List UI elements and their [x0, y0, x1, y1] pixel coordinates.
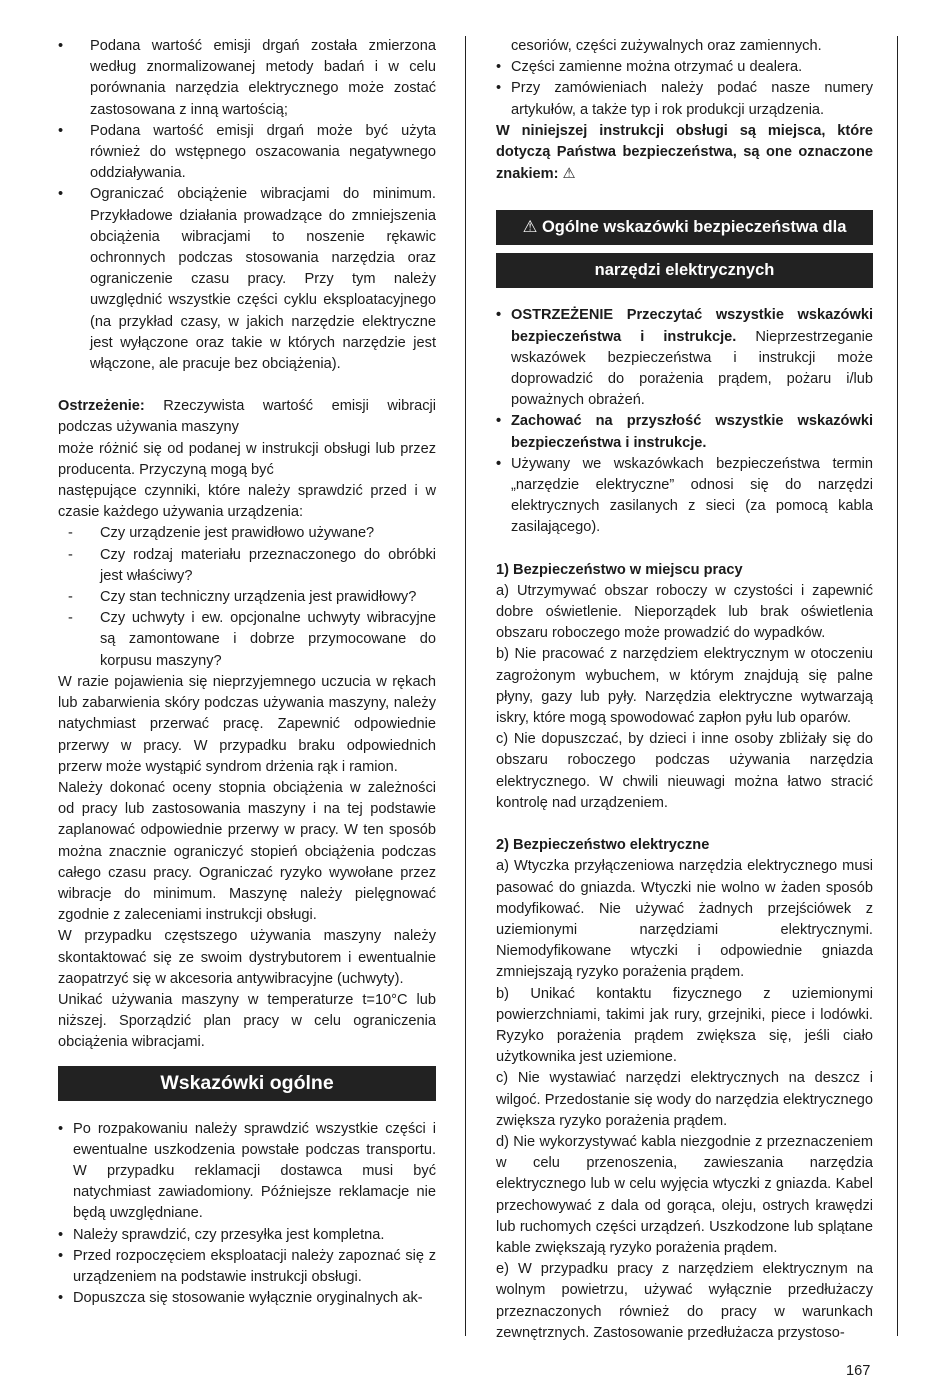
section-item: c) Nie wystawiać narzędzi elektrycznych na deszcz i wilgoć. Przedostanie się wody do narzędzia elektrycznego zwiększa ryzyko porażenia prądem.	[496, 1070, 873, 1129]
list-item: - Czy rodzaj materiału przeznaczonego do obróbki jest właściwy?	[58, 545, 436, 587]
safety-heading-line-1: ⚠ Ogólne wskazówki bezpieczeństwa dla	[496, 210, 873, 245]
vibration-notes-list	[58, 36, 436, 375]
list-item: • Ograniczać obciążenie wibracjami do minimum. Przykładowe działania prowadzące do zmniejszenia obciążenia wibracjami to noszenie rękawic ochronnych podczas stosowania narzędzia oraz ograniczenie czasu pracy. Przy tym należy uwzględnić wszystkie części cyklu eksploatacyjnego (na przykład czasy, w jakich narzędzie elektryczne jest wyłączone oraz takie w których narzędzie jest włączone, ale pracuje bez obciążenia).	[58, 184, 436, 375]
list-item: • Po rozpakowaniu należy sprawdzić wszystkie części i ewentualne uszkodzenia powstałe podczas transportu. W przypadku reklamacji dostawca musi być natychmiast zawiadomiony. Późniejsze reklamacje nie będą uwzględniane.	[58, 1119, 436, 1225]
list-item: • Części zamienne można otrzymać u dealera.	[496, 57, 873, 78]
list-item: - Czy urządzenie jest prawidłowo używane?	[58, 523, 436, 544]
section-title-workplace: 1) Bezpieczeństwo w miejscu pracy	[496, 561, 743, 578]
list-item: • OSTRZEŻENIE Przeczytać wszystkie wskazówki bezpieczeństwa i instrukcje. Nieprzestrzeganie wskazówek bezpieczeństwa i instrukcji może doprowadzić do porażenia prądem, pożaru i/lub poważnych obrażeń.	[496, 305, 873, 411]
section-item: c) Nie dopuszczać, by dzieci i inne osoby zbliżały się do obszaru roboczego podczas używania narzędzia elektrycznego. W chwili nieuwagi można łatwo stracić kontrolę nad urządzeniem.	[496, 731, 873, 811]
check-questions-list	[58, 523, 436, 671]
list-item: • Używany we wskazówkach bezpieczeństwa termin „narzędzie elektryczne” odnosi się do narzędzi elektrycznych zasilanych z sieci (za pomocą kabla zasilającego).	[496, 454, 873, 539]
list-item: - Czy stan techniczny urządzenia jest prawidłowy?	[58, 587, 436, 608]
list-item: • Przed rozpoczęciem eksploatacji należy zapoznać się z urządzeniem na podstawie instrukcji obsługi.	[58, 1246, 436, 1288]
body-paragraph: Należy dokonać oceny stopnia obciążenia w zależności od pracy lub zastosowania maszyny i na tej podstawie zaplanować odpowiednie przerwy w pracy. W ten sposób można znacznie ograniczyć stopień obciążenia podczas całego czasu pracy. Ograniczać ryzyko wywołane przez wibracje do minimum. Maszynę należy pielęgnować zgodnie z zaleceniami instrukcji obsługi.	[58, 779, 436, 924]
list-item: • Dopuszcza się stosowanie wyłącznie oryginalnych ak-	[58, 1288, 436, 1309]
list-item: • Zachować na przyszłość wszystkie wskazówki bezpieczeństwa i instrukcje.	[496, 411, 873, 453]
section-item: a) Wtyczka przyłączeniowa narzędzia elektrycznego musi pasować do gniazda. Wtyczki nie wolno w żaden sposób modyfikować. Nie używać żadnych przejściówek z uziemionymi narzędziami elektrycznymi. Niemodyfikowane wtyczki i odpowiednie gniazda zmniejszają ryzyko porażenia prądem.	[496, 858, 873, 981]
body-paragraph: W przypadku częstszego używania maszyny należy skontaktować się ze swoim dystrybutorem i ewentualnie zaopatrzyć się w akcesoria antywibracyjne (uchwyty).	[58, 928, 436, 987]
warning-text-2: może różnić się od podanej w instrukcji obsługi lub przez producenta. Przyczyną mogą być	[58, 440, 436, 478]
safety-heading-line-2: narzędzi elektrycznych	[496, 253, 873, 288]
page-number: 167	[846, 1363, 871, 1379]
warning-label: Ostrzeżenie:	[58, 398, 145, 415]
list-item: • Przy zamówieniach należy podać nasze numery artykułów, a także typ i rok produkcji urządzenia.	[496, 78, 873, 120]
column-divider	[465, 36, 466, 1336]
general-safety-list	[496, 305, 873, 538]
page-edge-line	[897, 36, 898, 1336]
right-column	[496, 36, 873, 1344]
section-item: b) Unikać kontaktu fizycznego z uziemionymi powierzchniami, takimi jak rury, grzejniki, piece i lodówki. Ryzyko porażenia prądem zwiększa się, jeśli ciało użytkownika jest uziemione.	[496, 985, 873, 1066]
section-title-electrical: 2) Bezpieczeństwo elektryczne	[496, 837, 710, 854]
section-item: a) Utrzymywać obszar roboczy w czystości i zapewnić dobre oświetlenie. Nieporządek lub brak oświetlenia obszaru roboczego może prowadzić do wypadków.	[496, 582, 873, 642]
warning-text-3: następujące czynniki, które należy sprawdzić przed i w czasie każdego używania urządzenia:	[58, 483, 436, 521]
safety-marker-note: W niniejszej instrukcji obsługi są miejsca, które dotyczą Państwa bezpieczeństwa, są one oznaczone znakiem: ⚠	[496, 122, 873, 183]
continuation-text: cesoriów, części zużywalnych oraz zamiennych.	[511, 38, 822, 54]
warning-paragraph	[58, 396, 436, 438]
list-item: • Podana wartość emisji drgań może być użyta również do wstępnego oszacowania negatywnego oddziaływania.	[58, 121, 436, 185]
list-item: • Należy sprawdzić, czy przesyłka jest kompletna.	[58, 1225, 436, 1246]
body-paragraph: W razie pojawienia się nieprzyjemnego uczucia w rękach lub zabarwienia skóry podczas używania maszyny, należy natychmiast przerwać pracę. Zapewnić odpowiednie przerwy w pracy. W przypadku braku odpowiednich przerw może wystąpić syndrom drżenia rąk i ramion.	[58, 673, 436, 775]
general-notes-list	[58, 1119, 436, 1310]
warning-triangle-icon: ⚠	[562, 165, 576, 183]
warning-text: Rzeczywista wartość emisji wibracji podczas używania maszyny	[58, 398, 436, 436]
section-item: e) W przypadku pracy z narzędziem elektrycznym na wolnym powietrzu, używać wyłącznie przedłużaczy przeznaczonych również do pracy w warunkach zewnętrznych. Zastosowanie przedłużacza przystoso-	[496, 1261, 873, 1341]
general-notes-heading: Wskazówki ogólne	[58, 1066, 436, 1101]
parts-notes-list	[496, 57, 873, 121]
body-paragraph: Unikać używania maszyny w temperaturze t=10°C lub niższej. Sporządzić plan pracy w celu ograniczenia obciążenia wibracjami.	[58, 991, 436, 1051]
left-column	[58, 36, 436, 1309]
section-item: b) Nie pracować z narzędziem elektrycznym w otoczeniu zagrożonym wybuchem, w którym znajdują się palne płyny, gazy lub pyły. Narzędzia elektryczne wytwarzają iskry, które mogą spowodować zapłon pyłu lub oparów.	[496, 646, 873, 727]
list-item: - Czy uchwyty i ew. opcjonalne uchwyty wibracyjne są zamontowane i dobrze przymocowane do korpusu maszyny?	[58, 608, 436, 672]
section-item: d) Nie wykorzystywać kabla niezgodnie z przeznaczeniem w celu przenoszenia, zawieszania narzędzia elektrycznego lub w celu wyjęcia wtyczki z gniazda. Kabel przechowywać z dala od gorąca, oleju, ostrych krawędzi lub ruchomych części urządzeń. Uszkodzone lub splątane kable zwiększają ryzyko porażenia prądem.	[496, 1133, 873, 1256]
list-item: • Podana wartość emisji drgań została zmierzona według znormalizowanej metody badań i w celu porównania narzędzia elektrycznego może zostać zastosowana z inną wartością;	[58, 36, 436, 121]
